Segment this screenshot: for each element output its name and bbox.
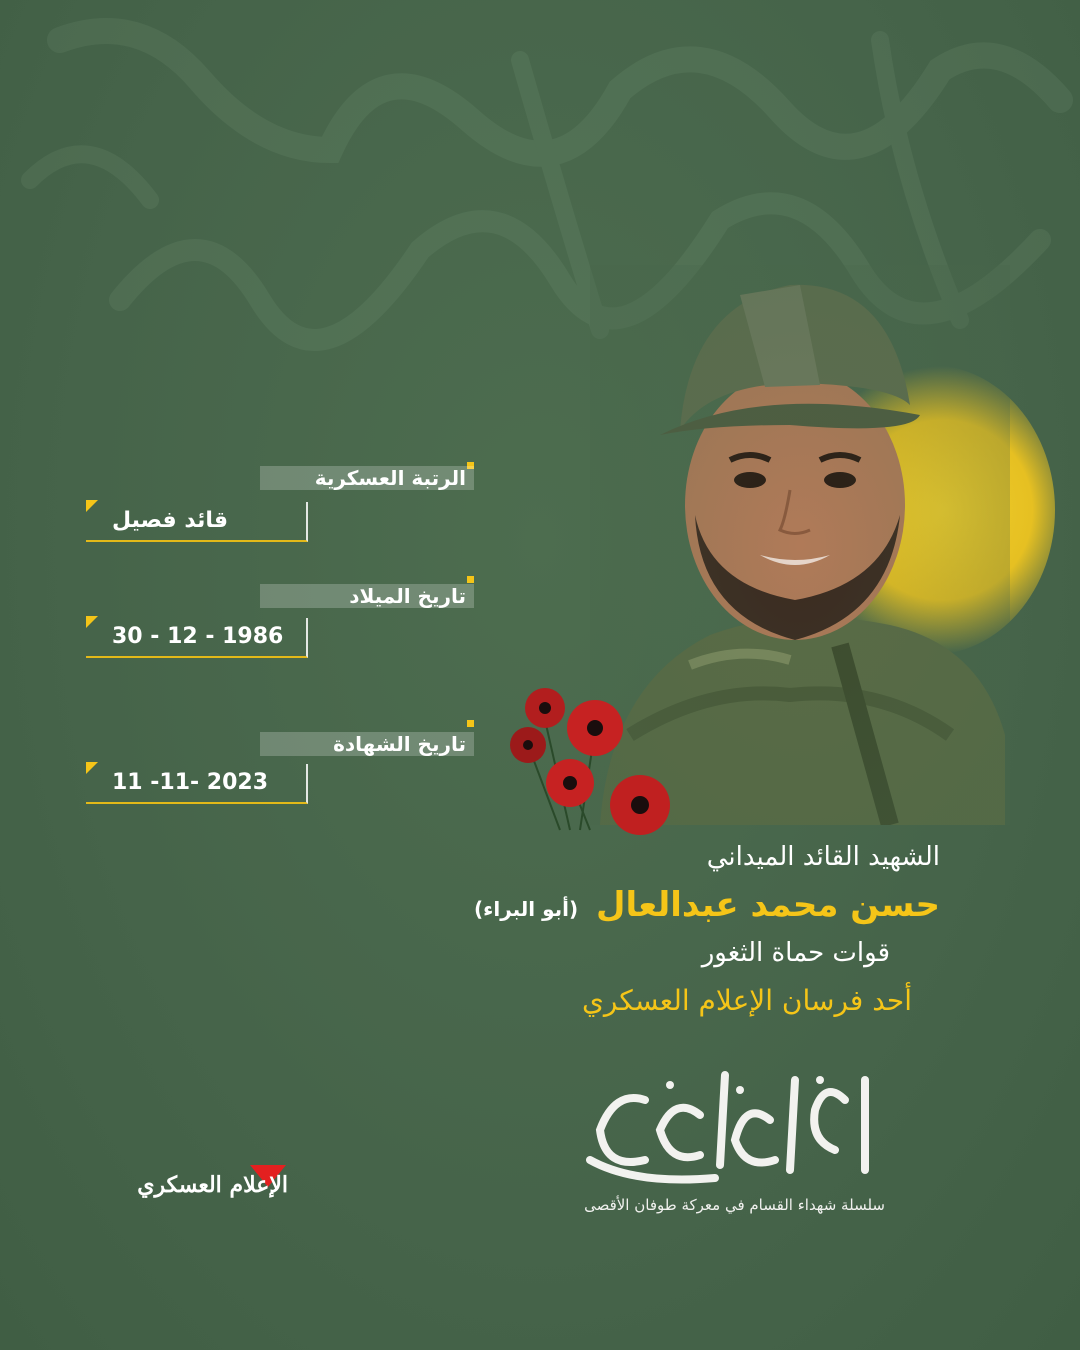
series-subtitle: سلسلة شهداء القسام في معركة طوفان الأقصى (584, 1196, 885, 1214)
hero-nickname: (أبو البراء) (473, 897, 579, 921)
rank-label: الرتبة العسكرية (260, 466, 474, 490)
hero-name-line (474, 885, 940, 925)
birth-label: تاريخ الميلاد (260, 584, 474, 608)
hero-unit: قوات حماة الثغور (701, 938, 890, 968)
bullet-dot (467, 720, 474, 727)
series-logo (575, 1060, 885, 1190)
poppies-flowers (500, 680, 690, 840)
hero-title: الشهيد القائد الميداني (706, 842, 940, 872)
death-label: تاريخ الشهادة (260, 732, 474, 756)
bullet-dot (467, 576, 474, 583)
rank-value: قائد فصيل (86, 502, 308, 542)
birth-value: 30 - 12 - 1986 (86, 618, 308, 658)
military-media-text: الإعلام العسكري (137, 1172, 288, 1198)
hero-role: أحد فرسان الإعلام العسكري (582, 984, 912, 1017)
hero-name: حسن محمد عبدالعال (596, 885, 940, 925)
death-value: 11 -11- 2023 (86, 764, 308, 804)
